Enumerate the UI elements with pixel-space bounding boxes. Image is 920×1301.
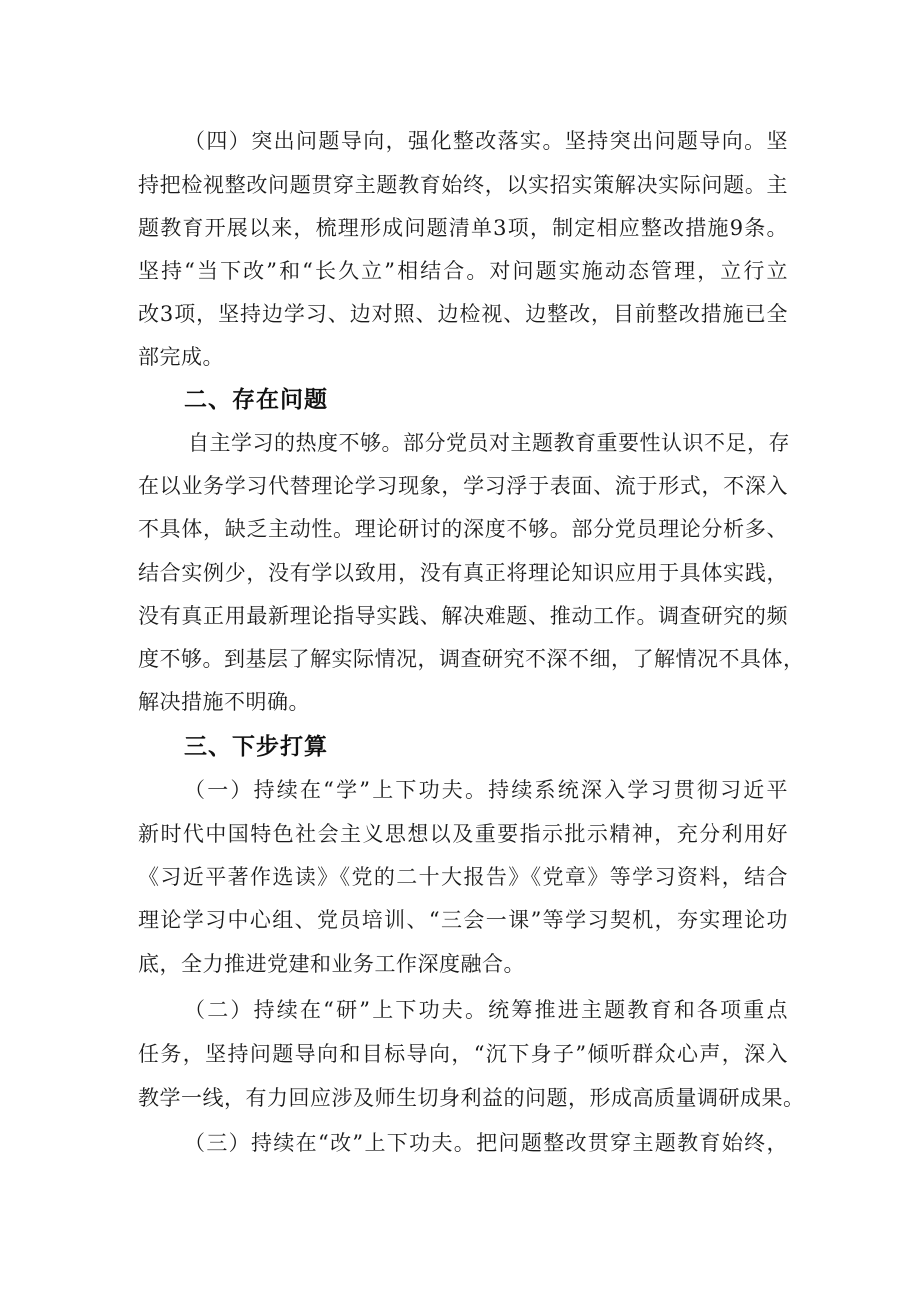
section-four-line-1: （四）突出问题导向，强化整改落实。坚持突出问题导向。坚 [184,129,788,153]
section-four-line-4: 坚持“当下改”和“长久立”相结合。对问题实施动态管理，立行立 [138,259,788,283]
plan-one-line-5: 底，全力推进党建和业务工作深度融合。 [138,952,525,976]
heading-next-steps: 三、下步打算 [184,734,328,760]
heading-existing-problems: 二、存在问题 [184,387,328,413]
problems-line-4: 结合实例少，没有学以致用，没有真正将理论知识应用于具体实践， [138,561,788,585]
section-four-line-6: 部完成。 [138,345,224,369]
plan-one-line-1: （一）持续在“学”上下功夫。持续系统深入学习贯彻习近平 [184,778,788,802]
section-four-line-2: 持把检视整改问题贯穿主题教育始终，以实招实策解决实际问题。主 [138,173,788,197]
plan-one-line-2: 新时代中国特色社会主义思想以及重要指示批示精神，充分利用好 [138,822,788,846]
problems-line-5: 没有真正用最新理论指导实践、解决难题、推动工作。调查研究的频 [138,604,788,628]
plan-two-line-2: 任务，坚持问题导向和目标导向，“沉下身子”倾听群众心声，深入 [138,1042,788,1066]
section-four-line-5: 改3项，坚持边学习、边对照、边检视、边整改，目前整改措施已全 [138,302,788,326]
plan-one-line-4: 理论学习中心组、党员培训、“三会一课”等学习契机，夯实理论功 [138,908,788,932]
problems-line-2: 在以业务学习代替理论学习现象，学习浮于表面、流于形式，不深入 [138,474,788,498]
plan-one-line-3: 《习近平著作选读》《党的二十大报告》《党章》等学习资料，结合 [138,865,788,889]
problems-line-3: 不具体，缺乏主动性。理论研讨的深度不够。部分党员理论分析多、 [138,517,788,541]
plan-three-line-1: （三）持续在“改”上下功夫。把问题整改贯穿主题教育始终， [184,1131,788,1155]
plan-two-line-3: 教学一线，有力回应涉及师生切身利益的问题，形成高质量调研成果。 [138,1086,805,1110]
problems-line-7: 解决措施不明确。 [138,690,310,714]
problems-line-1: 自主学习的热度不够。部分党员对主题教育重要性认识不足，存 [188,431,790,455]
plan-two-line-1: （二）持续在“研”上下功夫。统筹推进主题教育和各项重点 [184,998,788,1022]
section-four-line-3: 题教育开展以来，梳理形成问题清单3项，制定相应整改措施9条。 [138,216,788,240]
problems-line-6: 度不够。到基层了解实际情况，调查研究不深不细，了解情况不具体， [138,647,805,671]
